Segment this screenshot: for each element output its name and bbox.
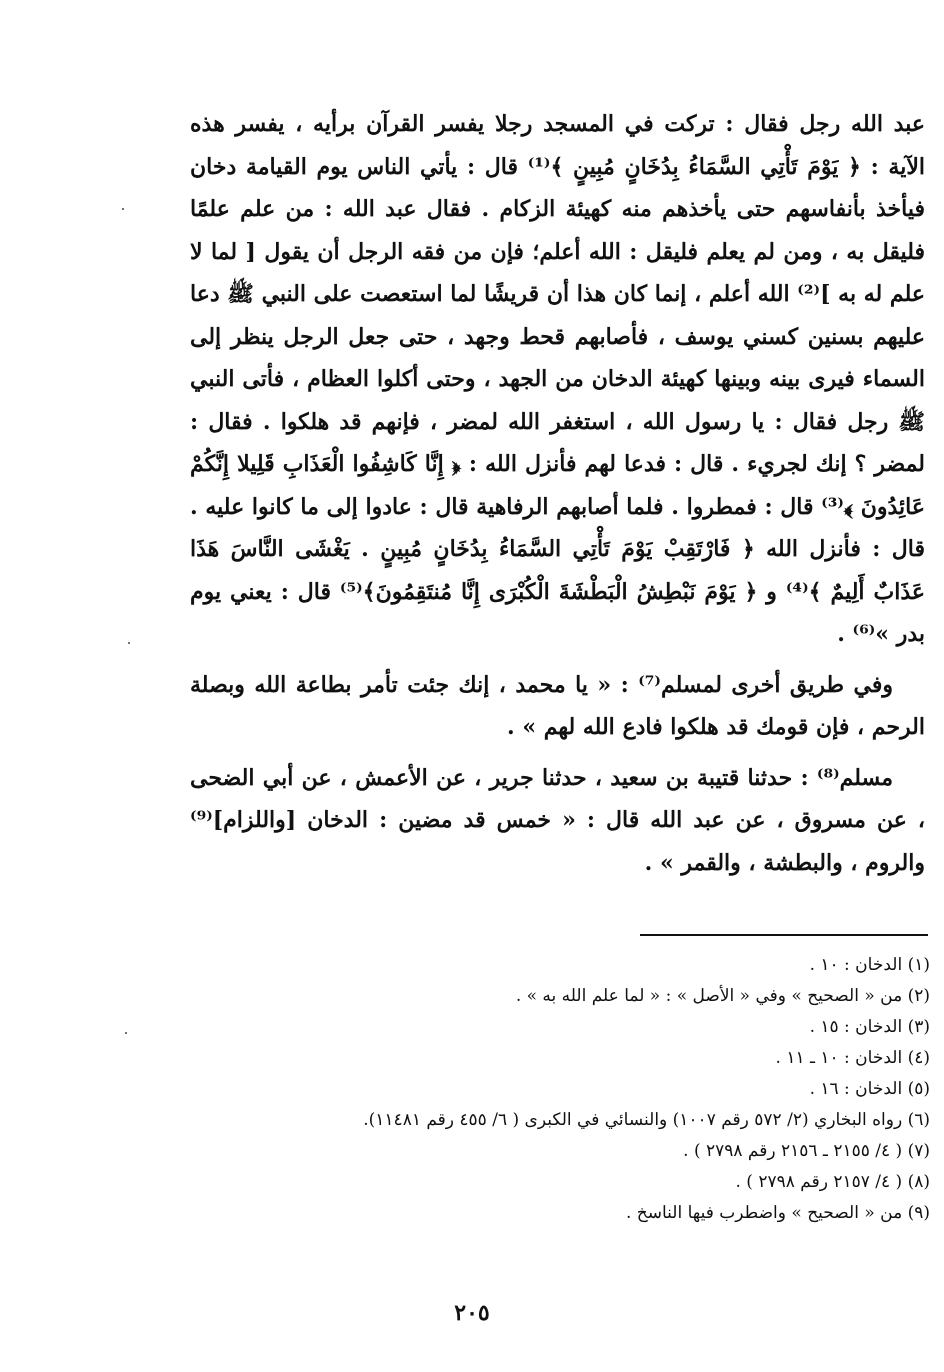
footnote-4: (٤) الدخان : ١٠ ـ ١١ . [775,1048,930,1068]
scan-speck [122,208,124,210]
footnote-6: (٦) رواه البخاري (٢/ ٥٧٢ رقم ١٠٠٧) والنسائي في الكبرى ( ٦/ ٤٥٥ رقم ١١٤٨١). [363,1110,930,1130]
paragraph-muslim-variant: وفي طريق أخرى لمسلم⁽⁷⁾ : « يا محمد ، إنك جئت تأمر بطاعة الله وبصلة الرحم ، فإن قومك قد هلكوا فادع الله لهم » . [190,671,925,740]
paragraph-muslim-isnad: مسلم⁽⁸⁾ : حدثنا قتيبة بن سعيد ، حدثنا جرير ، عن الأعمش ، عن أبي الضحى ، عن مسروق ، عن عبد الله قال : « خمس قد مضين : الدخان [واللزام]⁽⁹⁾ والروم ، والبطشة ، والقمر » . [190,764,925,876]
footnote-2: (٢) من « الصحيح » وفي « الأصل » : « لما علم الله به » . [515,986,930,1006]
main-text [190,103,925,884]
footnote-1: (١) الدخان : ١٠ . [809,955,930,975]
footnote-9: (٩) من « الصحيح » واضطرب فيها الناسخ . [625,1203,930,1223]
paragraph-hadith-dukhan: عبد الله رجل فقال : تركت في المسجد رجلا يفسر القرآن برأيه ، يفسر هذه الآية : ﴿ يَوْمَ تَأْتِي السَّمَاءُ بِدُخَانٍ مُبِينٍ ﴾⁽¹⁾ قال : يأتي الناس يوم القيامة دخان فيأخذ بأنفاسهم حتى يأخذهم منه كهيئة الزكام . فقال عبد الله : من علم علمًا فليقل به ، ومن لم يعلم فليقل : الله أعلم؛ فإن من فقه الرجل أن يقول [ لما لا علم له به ]⁽²⁾ الله أعلم ، إنما كان هذا أن قريشًا لما استعصت على النبي ﷺ دعا عليهم بسنين كسني يوسف ، فأصابهم قحط وجهد ، حتى جعل الرجل ينظر إلى السماء فيرى بينه وبينها كهيئة الدخان من الجهد ، وحتى أكلوا العظام ، فأتى النبي ﷺ رجل فقال : يا رسول الله ، استغفر الله لمضر ، فإنهم قد هلكوا . فقال : لمضر ؟ إنك لجريء . قال : فدعا لهم فأنزل الله : ﴿ إِنَّا كَاشِفُوا الْعَذَابِ قَلِيلا إِنَّكُمْ عَائِدُونَ ﴾⁽³⁾ قال : فمطروا . فلما أصابهم الرفاهية قال : عادوا إلى ما كانوا عليه . قال : فأنزل الله ﴿ فَارْتَقِبْ يَوْمَ تَأْتِي السَّمَاءُ بِدُخَانٍ مُبِينٍ . يَغْشَى النَّاسَ هَذَا عَذَابٌ أَلِيمٌ ﴾⁽⁴⁾ و ﴿ يَوْمَ نَبْطِشُ الْبَطْشَةَ الْكُبْرَى إِنَّا مُنتَقِمُونَ﴾⁽⁵⁾ قال : يعني يوم بدر »⁽⁶⁾ . [190,111,925,647]
footnote-7: (٧) ( ٤/ ٢١٥٥ ـ ٢١٥٦ رقم ٢٧٩٨ ) . [683,1141,930,1161]
scan-speck [125,1032,127,1034]
footnote-5: (٥) الدخان : ١٦ . [809,1079,930,1099]
scan-speck [128,642,130,644]
footnote-separator [640,934,928,936]
footnote-3: (٣) الدخان : ١٥ . [809,1017,930,1037]
footnote-8: (٨) ( ٤/ ٢١٥٧ رقم ٢٧٩٨ ) . [735,1172,930,1192]
page-number: ٢٠٥ [454,1300,490,1326]
footnotes [190,950,930,1229]
